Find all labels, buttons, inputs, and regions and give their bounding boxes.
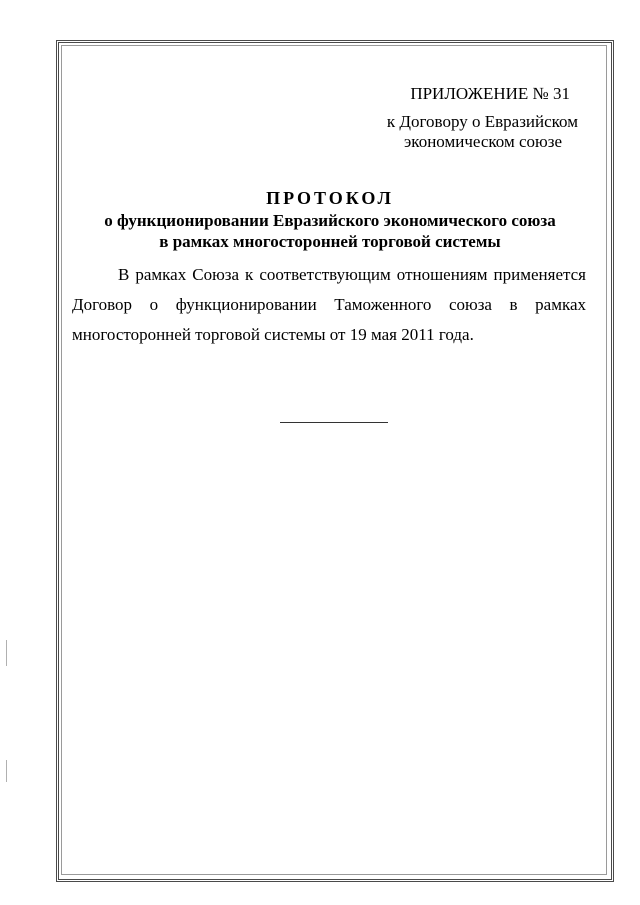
body-line-1: В рамках Союза к соответствующим отношениям применяется bbox=[118, 265, 586, 284]
protocol-subtitle-line-1: о функционировании Евразийского экономического союза bbox=[104, 211, 556, 230]
annex-header bbox=[340, 84, 578, 152]
body-paragraph bbox=[72, 260, 586, 350]
annex-title: ПРИЛОЖЕНИЕ № 31 bbox=[410, 84, 570, 103]
annex-reference-line-2: экономическом союзе bbox=[404, 132, 562, 151]
end-separator-line bbox=[280, 422, 388, 423]
scan-artifact bbox=[6, 760, 7, 782]
body-line-3: многосторонней торговой системы от 19 мая 2011 года. bbox=[72, 325, 474, 344]
page-border-inner bbox=[61, 45, 607, 875]
body-line-2: Договор о функционировании Таможенного союза в рамках bbox=[72, 295, 586, 314]
protocol-title: ПРОТОКОЛ bbox=[266, 188, 394, 208]
protocol-subtitle-line-2: в рамках многосторонней торговой системы bbox=[159, 232, 501, 251]
protocol-heading bbox=[70, 186, 590, 252]
scan-artifact bbox=[6, 640, 7, 666]
annex-reference-line-1: к Договору о Евразийском bbox=[386, 112, 578, 131]
